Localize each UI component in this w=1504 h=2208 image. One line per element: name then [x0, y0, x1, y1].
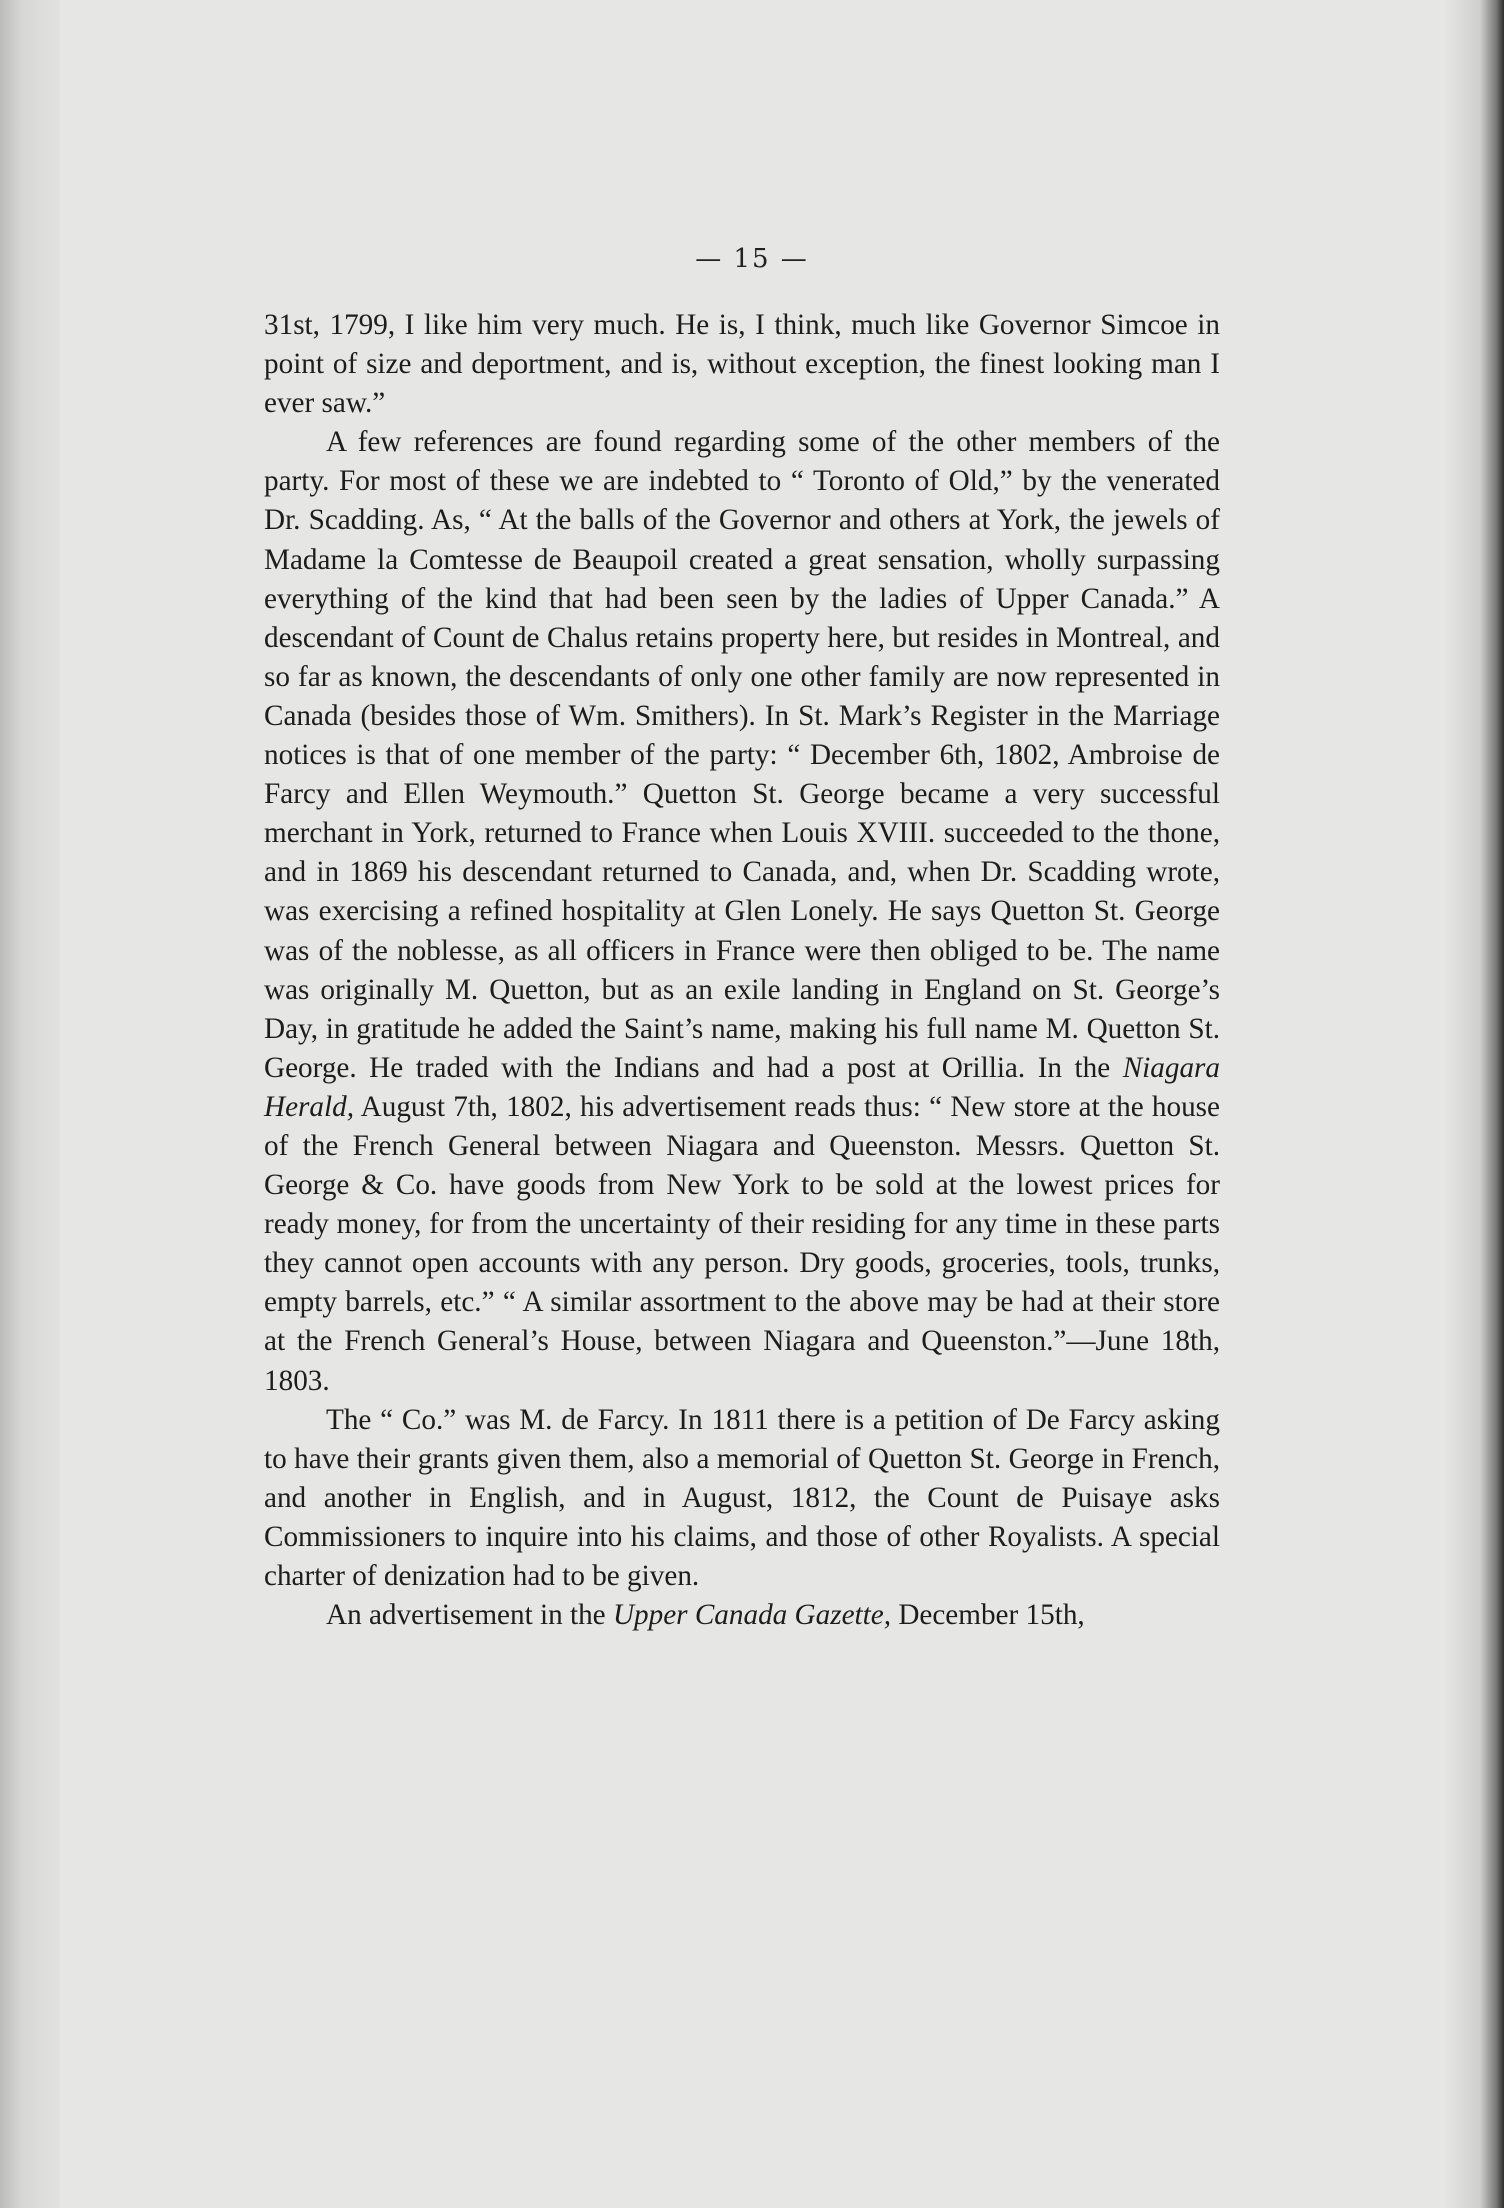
text-run: 31st, 1799, I like him very much. He is, I think, much like Governor Simcoe in point of size and deportment, and is, without exception, the finest looking man I ever saw.” — [264, 309, 1220, 420]
page-edge-shadow — [1444, 0, 1504, 2208]
text-run: An advertisement in the — [326, 1599, 613, 1632]
text-run: A few references are found regarding some of the other members of the party. For most of these we are indebted to “ Toronto of Old,” by the venerated Dr. Scadding. As, “ At the balls of the Governor and others at York, the jewels of Madame la Comtesse de Beaupoil created a great sensation, wholly surpassing everything of the kind that had been seen by the ladies of Upper Canada.” A descendant of Count de Chalus retains property here, but resides in Montreal, and so far as known, the descendants of only one other family are now represented in Canada (besides those of Wm. Smithers). In St. Mark’s Register in the Marriage notices is that of one member of the party: “ December 6th, 1802, Ambroise de Farcy and Ellen Weymouth.” Quetton St. George became a very successful merchant in York, returned to France when Louis XVIII. succeeded to the thone, and in 1869 his descendant returned to Canada, and, when Dr. Scadding wrote, was exercising a refined hospitality at Glen Lonely. He says Quetton St. George was of the noblesse, as all officers in France were then obliged to be. The name was originally M. Quetton, but as an exile landing in England on St. George’s Day, in gratitude he added the Saint’s name, making his full name M. Quetton St. George. He traded with the Indians and had a post at Orillia. In the — [264, 426, 1220, 1084]
paragraph-2 — [264, 423, 1220, 1400]
body-text — [264, 306, 1220, 1635]
text-run: December 15th, — [891, 1599, 1085, 1632]
italic-title-upper-canada-gazette: Upper Canada Gazette, — [612, 1599, 892, 1632]
italic-title-niagara-herald: Niagara Herald, — [264, 1051, 1220, 1123]
paragraph-1 — [264, 306, 1220, 423]
page-number: — 15 — — [695, 244, 809, 274]
text-run: August 7th, 1802, his advertisement reads thus: “ New store at the house of the French General between Niagara and Queenston. Messrs. Quetton St. George & Co. have goods from New York to be sold at the lowest prices for ready money, for from the uncertainty of their residing for any time in these parts they cannot open accounts with any person. Dry goods, groceries, tools, trunks, empty barrels, etc.” “ A similar assortment to the above may be had at their store at the French General’s House, between Niagara and Queenston.”—June 18th, 1803. — [264, 1090, 1220, 1397]
paragraph-4 — [264, 1596, 1220, 1635]
page-gutter-shadow — [0, 0, 60, 2208]
text-run: The “ Co.” was M. de Farcy. In 1811 there is a petition of De Farcy asking to have their grants given them, also a memorial of Quetton St. George in French, and another in English, and in August, 1812, the Count de Puisaye asks Commissioners to inquire into his claims, and those of other Royalists. A special charter of denization had to be given. — [264, 1403, 1220, 1592]
paragraph-3 — [264, 1401, 1220, 1596]
